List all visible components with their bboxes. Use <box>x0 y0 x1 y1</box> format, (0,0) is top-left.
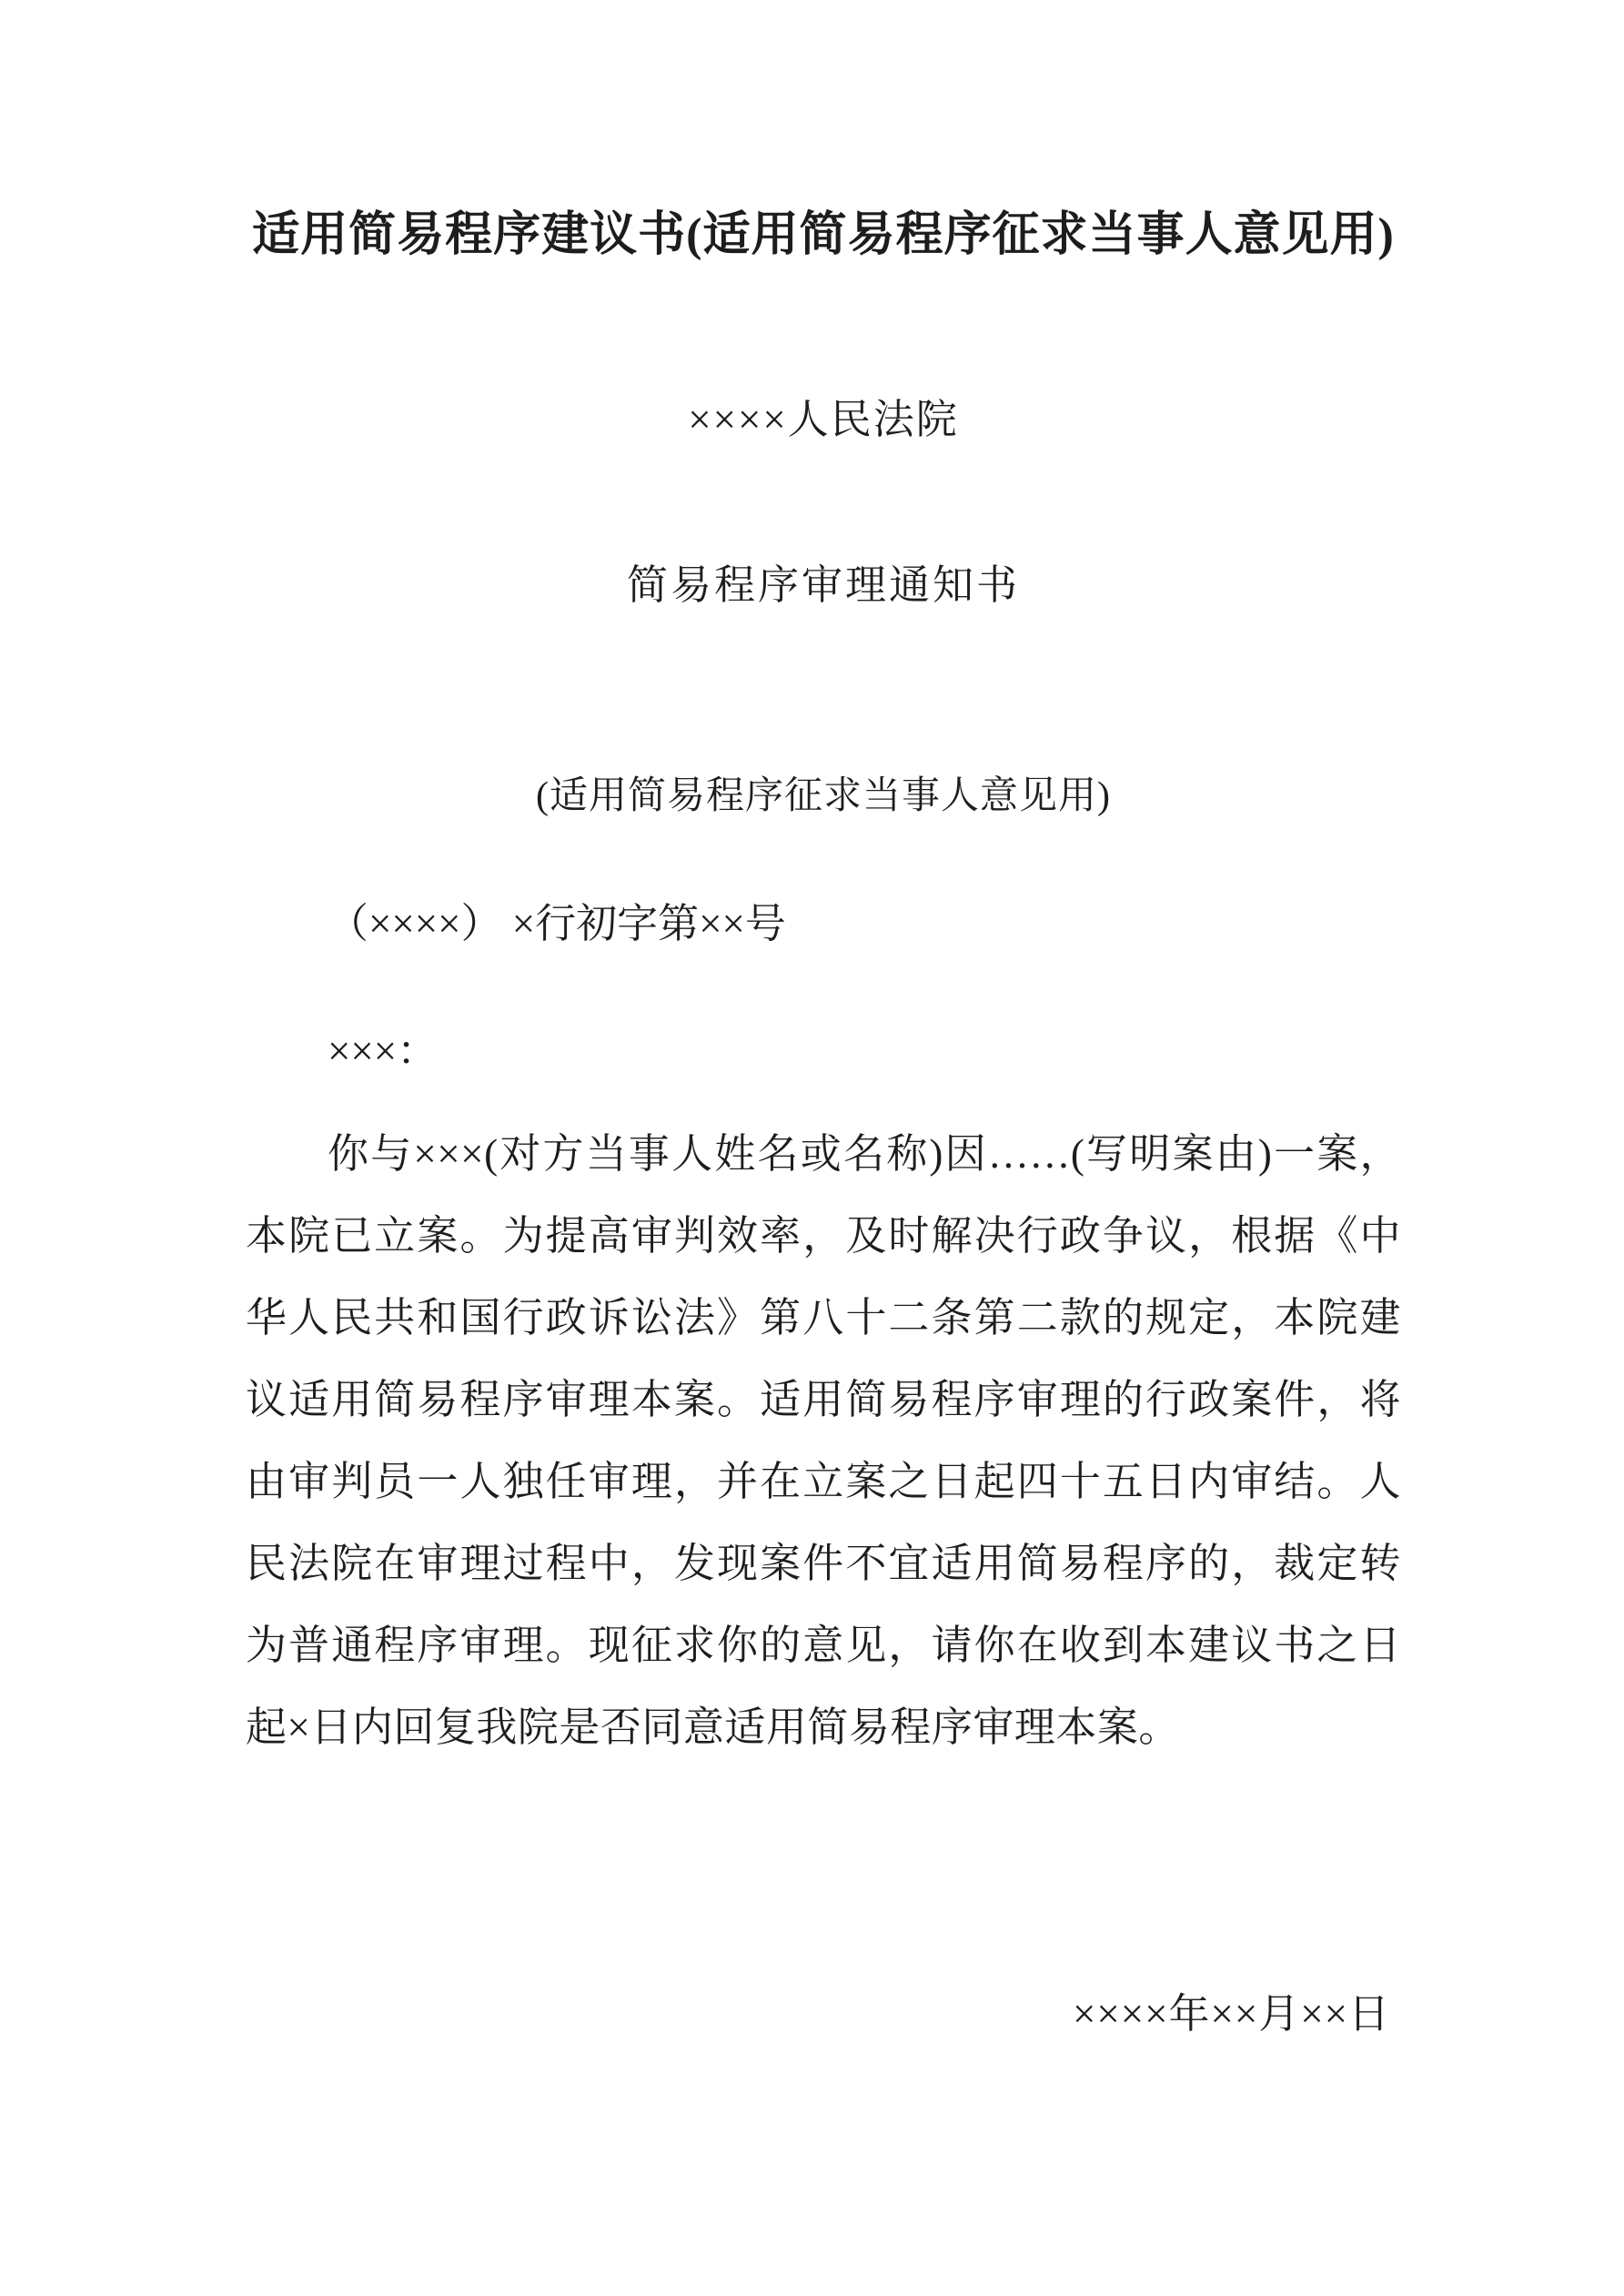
document-subtitle: (适用简易程序征求当事人意见用) <box>536 775 1111 817</box>
case-number: （××××） ×行初字第××号 <box>328 901 786 946</box>
document-title: 适用简易程序建议书(适用简易程序征求当事人意见用) <box>252 209 1395 261</box>
document-name: 简易程序审理通知书 <box>626 562 1020 608</box>
court-name: ××××人民法院 <box>688 397 959 442</box>
date-line: ××××年××月××日 <box>1072 1991 1390 2037</box>
addressee-line: ×××： <box>328 1028 439 1074</box>
body-paragraph: 你与×××(对方当事人姓名或名称)因……(写明案由)一案，本院已立案。为提高审判效率，及时解决行政争议，根据《中华人民共和国行政诉讼法》第八十二条第二款的规定，本院建议适用简易程序审理本案。适用简易程序审理的行政案件，将由审判员一人独任审理，并在立案之日起四十五日内审结。人民法院在审理过程中，发现案件不宜适用简易程序的，裁定转为普通程序审理。现征求你的意见，请你在收到本建议书之日起×日内回复我院是否同意适用简易程序审理本案。 <box>246 1131 1401 1750</box>
